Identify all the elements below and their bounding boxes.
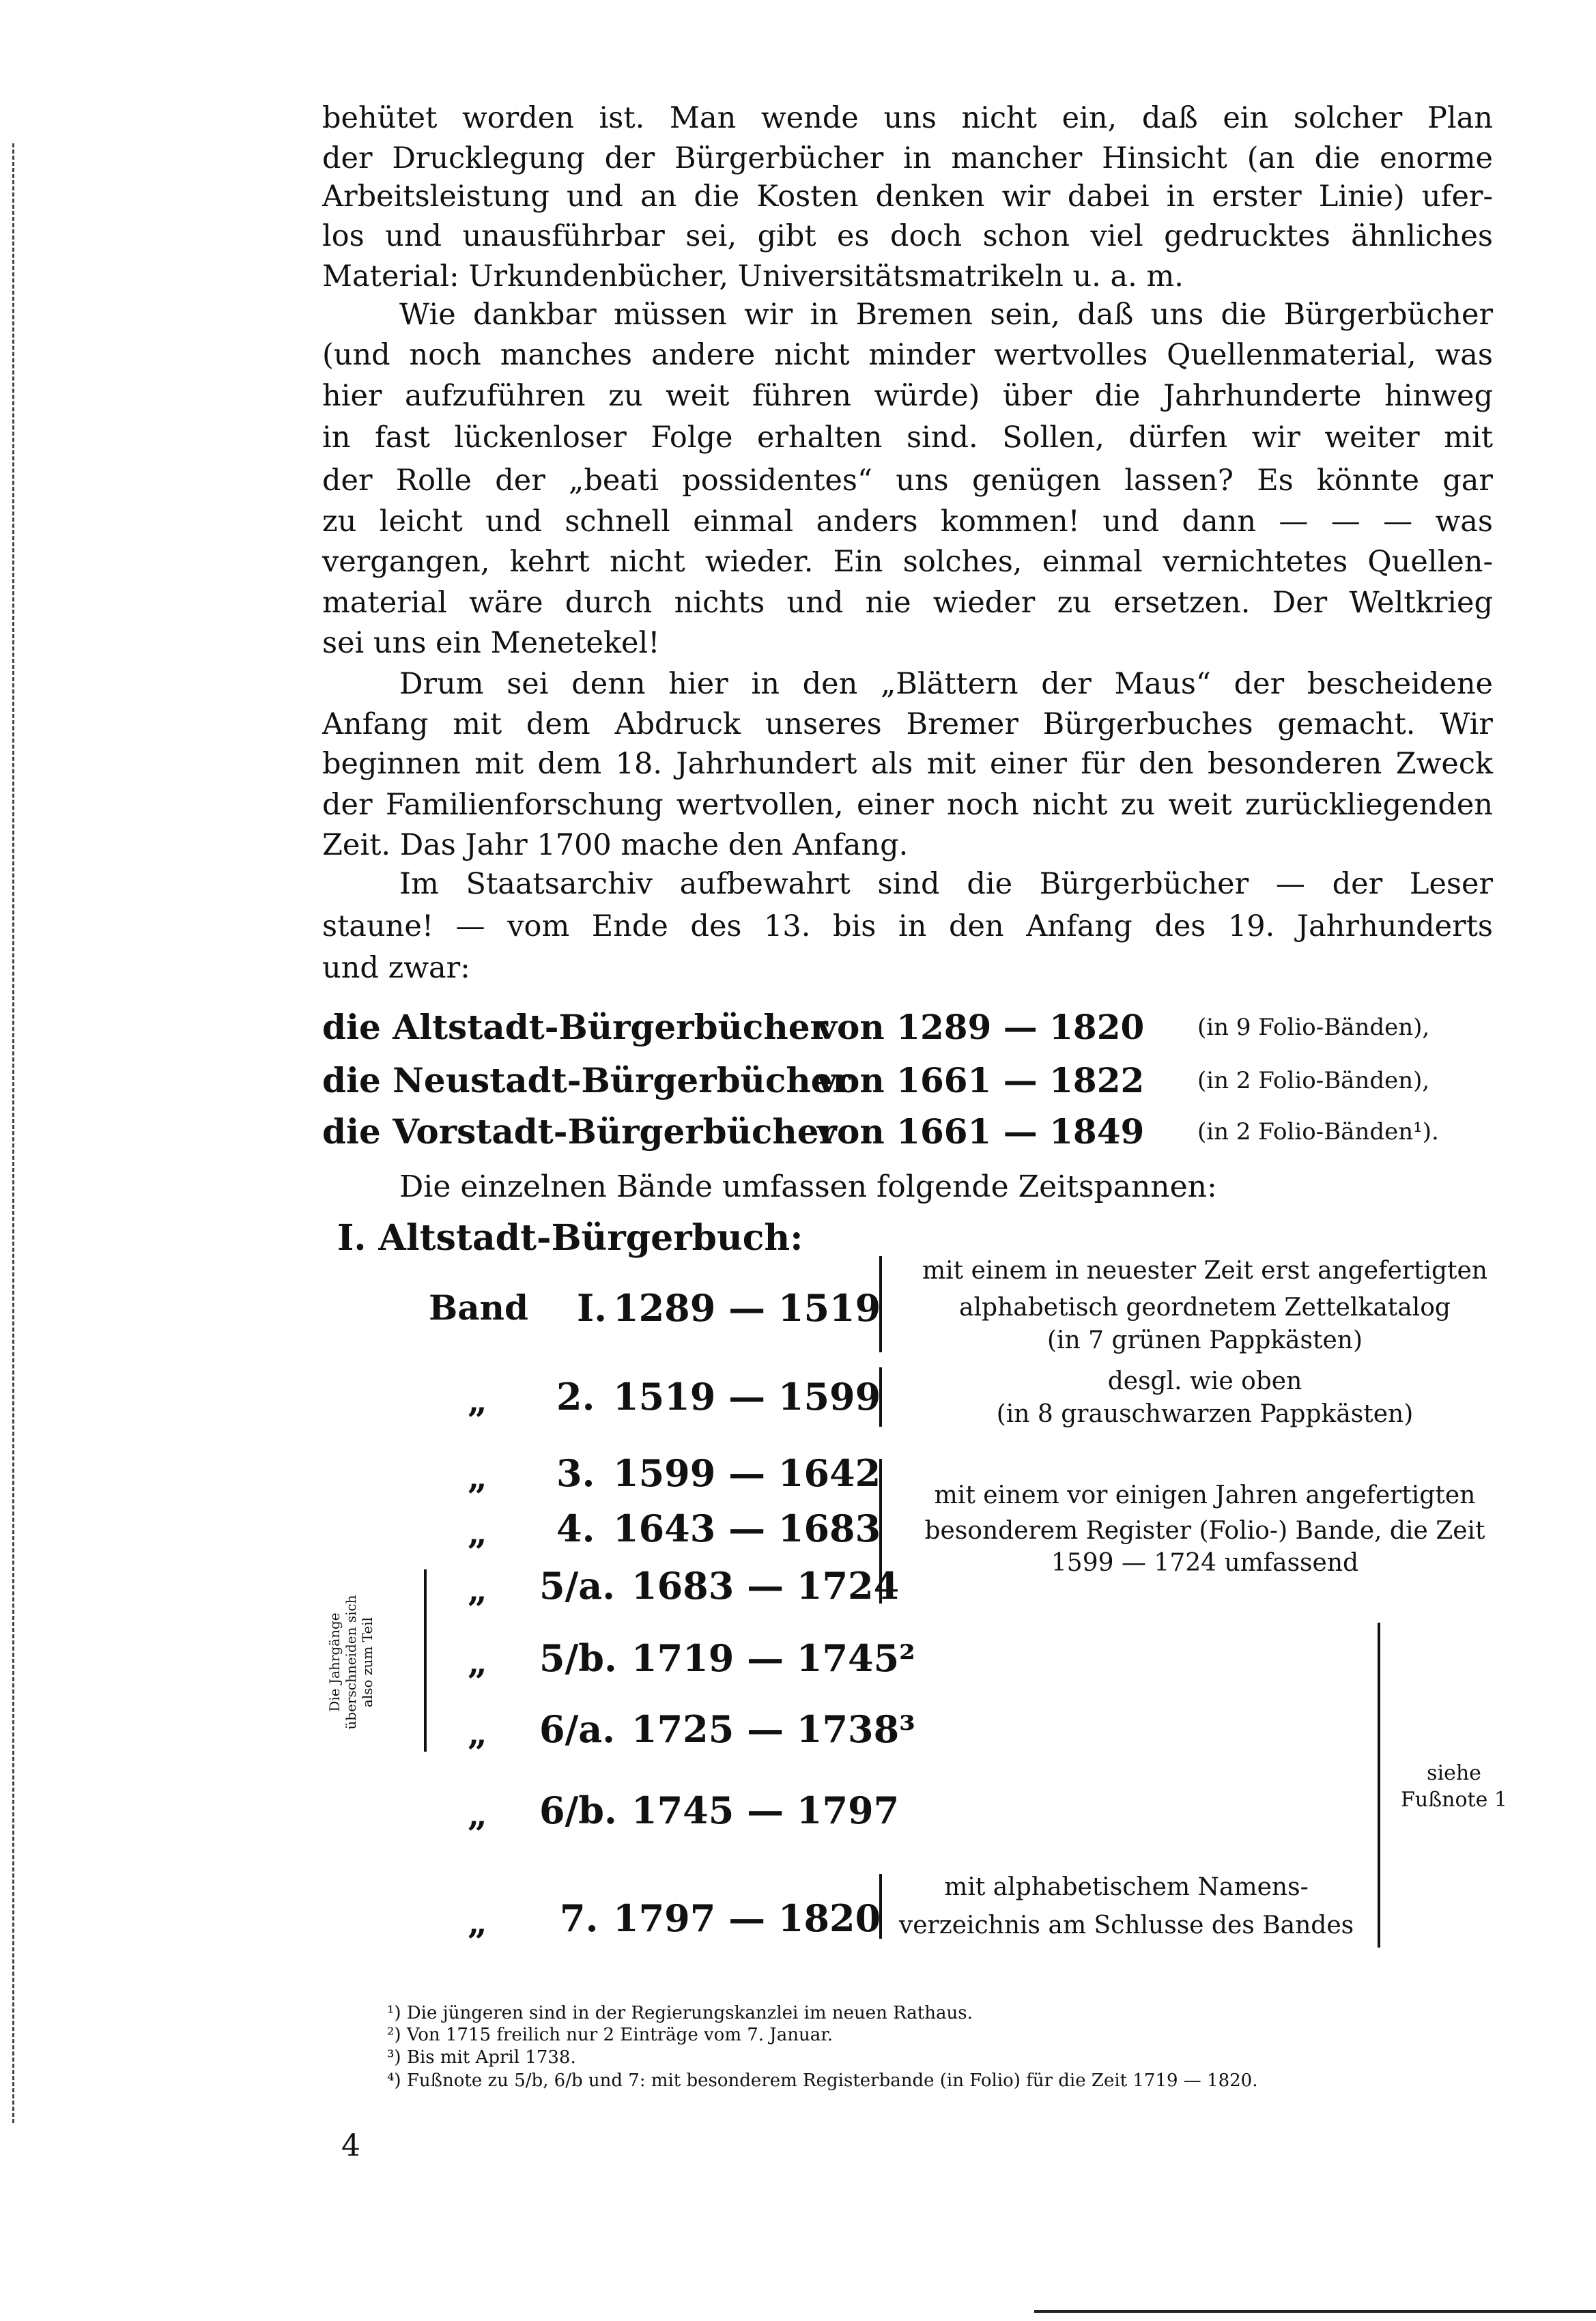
- side-note-line: also zum Teil: [359, 1617, 375, 1708]
- volume-prefix: „: [468, 1512, 487, 1552]
- volume-number: 3.: [556, 1451, 595, 1495]
- brace: [879, 1459, 882, 1604]
- volume-range: 1289 — 1519: [613, 1286, 881, 1330]
- side-note: [326, 1563, 375, 1761]
- footnote: ³) Bis mit April 1738.: [387, 2047, 576, 2068]
- text-line: Material: Urkundenbücher, Universitätsmatrikeln u. a. m.: [322, 259, 1184, 294]
- book-volumes: (in 2 Folio-Bänden¹).: [1197, 1118, 1439, 1145]
- book-volumes: (in 2 Folio-Bänden),: [1197, 1067, 1430, 1094]
- volume-prefix: „: [468, 1457, 487, 1497]
- volume-number: 6/a.: [539, 1707, 616, 1751]
- text-line: Zeit. Das Jahr 1700 mache den Anfang.: [322, 828, 909, 862]
- section-heading: I. Altstadt-Bürgerbuch:: [337, 1217, 803, 1259]
- text-line: Wie dankbar müssen wir in Bremen sein, daß uns die Bürgerbücher: [399, 298, 1493, 332]
- page-number: 4: [341, 2128, 360, 2163]
- text-line: in fast lückenloser Folge erhalten sind. Sollen, dürfen wir weiter mit: [322, 421, 1493, 455]
- volume-range: 1797 — 1820: [613, 1896, 881, 1940]
- volume-range: 1599 — 1642: [613, 1451, 881, 1495]
- volume-number: 2.: [556, 1375, 595, 1419]
- volume-range: 1519 — 1599: [613, 1375, 881, 1419]
- text-line: beginnen mit dem 18. Jahrhundert als mit einer für den besonderen Zweck: [322, 747, 1493, 781]
- text-line: los und unausführbar sei, gibt es doch schon viel gedrucktes ähnliches: [322, 219, 1493, 253]
- book-range: von 1289 — 1820: [817, 1007, 1145, 1047]
- volume-number: 5/b.: [539, 1636, 617, 1680]
- note-line: siehe: [1427, 1761, 1481, 1785]
- side-note-line: Die Jahrgänge: [326, 1612, 343, 1712]
- note-line: besonderem Register (Folio-) Bande, die Zeit: [924, 1517, 1485, 1545]
- text-line: der Rolle der „beati possidentes“ uns genügen lassen? Es könnte gar: [322, 464, 1493, 498]
- text-line: Drum sei denn hier in den „Blättern der Maus“ der bescheidene: [399, 667, 1493, 701]
- intro-line: Die einzelnen Bände umfassen folgende Zeitspannen:: [399, 1169, 1217, 1204]
- text-line: zu leicht und schnell einmal anders kommen! und dann — — — was: [322, 504, 1493, 539]
- note-line: (in 8 grauschwarzen Pappkästen): [996, 1400, 1414, 1428]
- text-line: material wäre durch nichts und nie wieder zu ersetzen. Der Weltkrieg: [322, 586, 1493, 620]
- volume-range: 1683 — 1724: [631, 1564, 900, 1608]
- text-line: Im Staatsarchiv aufbewahrt sind die Bürgerbücher — der Leser: [399, 867, 1493, 901]
- volume-range: 1745 — 1797: [631, 1789, 900, 1832]
- text-line: und zwar:: [322, 951, 470, 985]
- text-line: vergangen, kehrt nicht wieder. Ein solches, einmal vernichtetes Quellen-: [322, 545, 1493, 579]
- text-line: Arbeitsleistung und an die Kosten denken wir dabei in erster Linie) ufer-: [322, 180, 1493, 214]
- volume-range: 1719 — 1745²: [631, 1636, 915, 1680]
- note-line: (in 7 grünen Pappkästen): [1046, 1326, 1363, 1354]
- note-line: desgl. wie oben: [1107, 1367, 1302, 1395]
- text-line: der Familienforschung wertvollen, einer noch nicht zu weit zurückliegenden: [322, 788, 1493, 822]
- book-range: von 1661 — 1822: [817, 1060, 1145, 1100]
- scan-edge-line: [12, 143, 14, 2123]
- volume-prefix: „: [468, 1569, 487, 1610]
- text-line: staune! — vom Ende des 13. bis in den Anfang des 19. Jahrhunderts: [322, 909, 1493, 943]
- note-line: verzeichnis am Schlusse des Bandes: [898, 1911, 1354, 1939]
- text-line: sei uns ein Menetekel!: [322, 626, 660, 660]
- side-note-line: überschneiden sich: [343, 1595, 359, 1730]
- footnote: ²) Von 1715 freilich nur 2 Einträge vom 7. Januar.: [387, 2025, 833, 2045]
- book-range: von 1661 — 1849: [817, 1111, 1145, 1152]
- volume-prefix: „: [468, 1713, 487, 1753]
- text-line: behütet worden ist. Man wende uns nicht ein, daß ein solcher Plan: [322, 101, 1493, 135]
- brace: [424, 1569, 427, 1752]
- book-name: die Altstadt-Bürgerbücher: [322, 1007, 828, 1047]
- note-line: Fußnote 1: [1401, 1788, 1507, 1812]
- volume-prefix: „: [468, 1794, 487, 1834]
- volume-prefix: „: [468, 1380, 487, 1421]
- footnote: ¹) Die jüngeren sind in der Regierungskanzlei im neuen Rathaus.: [387, 2003, 973, 2023]
- volume-number: 5/a.: [539, 1564, 616, 1608]
- text-line: hier aufzuführen zu weit führen würde) über die Jahrhunderte hinweg: [322, 379, 1493, 413]
- volume-number: 4.: [556, 1507, 595, 1550]
- brace: [879, 1367, 882, 1427]
- note-line: mit einem vor einigen Jahren angefertigten: [934, 1481, 1476, 1509]
- brace: [879, 1256, 882, 1352]
- volume-range: 1643 — 1683: [613, 1507, 881, 1550]
- volume-number: 6/b.: [539, 1789, 617, 1832]
- book-volumes: (in 9 Folio-Bänden),: [1197, 1014, 1430, 1041]
- brace: [879, 1874, 882, 1939]
- brace: [1378, 1623, 1380, 1948]
- note-line: mit alphabetischem Namens-: [944, 1873, 1309, 1901]
- volume-prefix: „: [468, 1902, 487, 1942]
- volume-number: 7.: [560, 1896, 599, 1940]
- note-line: mit einem in neuester Zeit erst angefertigten: [922, 1257, 1487, 1285]
- volume-number: I.: [577, 1286, 608, 1330]
- text-line: der Drucklegung der Bürgerbücher in mancher Hinsicht (an die enorme: [322, 141, 1493, 175]
- scan-bottom-line: [1034, 2310, 1596, 2313]
- book-name: die Vorstadt-Bürgerbücher: [322, 1111, 837, 1152]
- volume-prefix: „: [468, 1642, 487, 1682]
- text-line: Anfang mit dem Abdruck unseres Bremer Bürgerbuches gemacht. Wir: [322, 707, 1493, 741]
- book-name: die Neustadt-Bürgerbücher: [322, 1060, 851, 1100]
- note-line: 1599 — 1724 umfassend: [1051, 1549, 1359, 1577]
- volume-range: 1725 — 1738³: [631, 1707, 915, 1751]
- text-line: (und noch manches andere nicht minder wertvolles Quellenmaterial, was: [322, 338, 1493, 372]
- volume-prefix: Band: [429, 1287, 528, 1328]
- footnote: ⁴) Fußnote zu 5/b, 6/b und 7: mit besonderem Registerbande (in Folio) für die Zeit 1719 — 1820.: [387, 2070, 1258, 2091]
- note-line: alphabetisch geordnetem Zettelkatalog: [959, 1294, 1451, 1322]
